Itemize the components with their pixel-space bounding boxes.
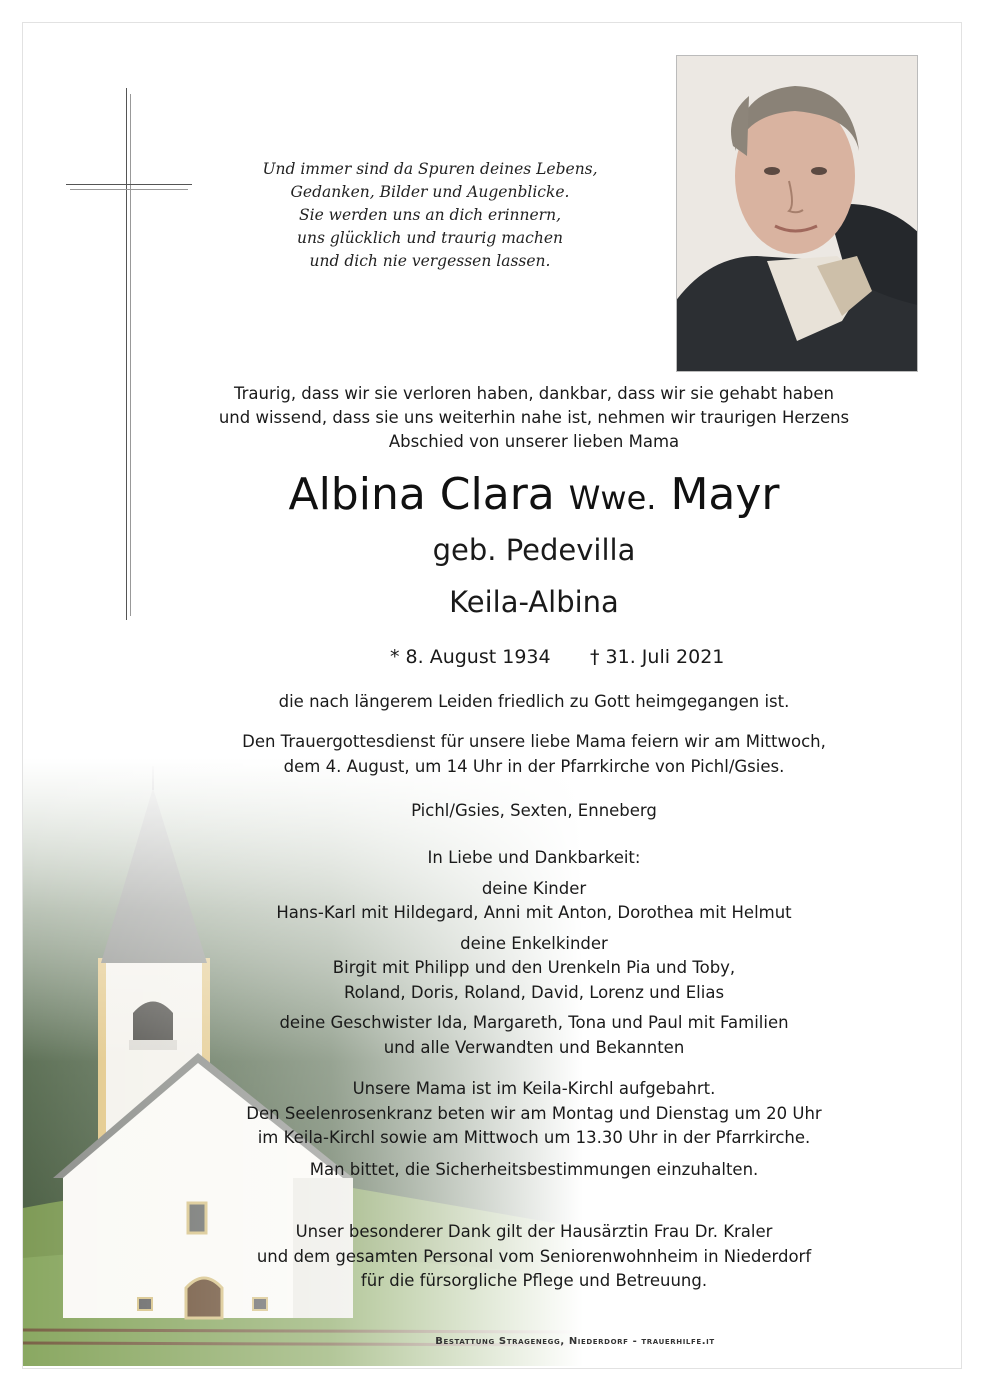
mourners-line: deine Geschwister Ida, Margareth, Tona und Paul mit Familien <box>279 1013 789 1032</box>
maiden-name: geb. Pedevilla <box>432 533 636 567</box>
intro-line: und wissend, dass sie uns weiterhin nahe ist, nehmen wir traurigen Herzens <box>218 408 850 427</box>
places-text <box>200 799 868 824</box>
thanks-text <box>200 1220 868 1294</box>
laid-out-line: im Keila-Kirchl sowie am Mittwoch um 13.30 Uhr in der Pfarrkirche. <box>257 1128 811 1147</box>
passing-line: die nach längerem Leiden friedlich zu Gott heimgegangen ist. <box>278 692 790 711</box>
thanks-line: für die fürsorgliche Pflege und Betreuung. <box>360 1271 708 1290</box>
passing-text <box>200 690 868 715</box>
thanks-line: und dem gesamten Personal vom Seniorenwohnheim in Niederdorf <box>256 1246 812 1266</box>
mourners-line: Roland, Doris, Roland, David, Lorenz und Elias <box>343 982 725 1002</box>
poem-line: und dich nie vergessen lassen. <box>309 252 551 270</box>
poem-line: Gedanken, Bilder und Augenblicke. <box>290 183 570 201</box>
poem-line: Sie werden uns an dich erinnern, <box>299 206 561 224</box>
first-names: Albina Clara <box>288 469 555 520</box>
intro-line: Traurig, dass wir sie verloren haben, dankbar, dass wir sie gehabt haben <box>233 384 835 403</box>
service-line: Den Trauergottesdienst für unsere liebe Mama feiern wir am Mittwoch, <box>242 732 826 751</box>
poem <box>250 158 610 273</box>
funeral-home-footer: Bestattung Stragenegg, Niederdorf - trauerhilfe.it <box>435 1336 715 1347</box>
portrait-photo <box>676 55 918 372</box>
safety-line: Man bittet, die Sicherheitsbestimmungen einzuhalten. <box>309 1160 759 1179</box>
mourners-list <box>200 846 868 1060</box>
nickname: Keila-Albina <box>449 585 619 619</box>
mourners-line: und alle Verwandten und Bekannten <box>383 1037 685 1057</box>
safety-text <box>200 1158 868 1183</box>
mourners-line: Birgit mit Philipp und den Urenkeln Pia und Toby, <box>332 958 736 977</box>
places-line: Pichl/Gsies, Sexten, Enneberg <box>411 801 657 820</box>
service-line: dem 4. August, um 14 Uhr in der Pfarrkirche von Pichl/Gsies. <box>283 756 785 776</box>
thanks-line: Unser besonderer Dank gilt der Hausärztin Frau Dr. Kraler <box>295 1222 773 1241</box>
poem-line: uns glücklich und traurig machen <box>297 229 563 247</box>
mourners-line: deine Kinder <box>481 878 587 898</box>
poem-line: Und immer sind da Spuren deines Lebens, <box>262 160 598 178</box>
deceased-name <box>200 466 868 527</box>
intro-line: Abschied von unserer lieben Mama <box>388 432 680 451</box>
life-dates <box>390 642 790 672</box>
intro-text <box>200 382 868 454</box>
birth-date: * 8. August 1934 <box>390 646 551 668</box>
laid-out-line: Unsere Mama ist im Keila-Kirchl aufgebahrt. <box>352 1079 716 1098</box>
mourners-line: Hans-Karl mit Hildegard, Anni mit Anton, Dorothea mit Helmut <box>276 903 792 922</box>
widow-prefix: Wwe. <box>568 479 657 517</box>
laid-out-line: Den Seelenrosenkranz beten wir am Montag und Dienstag um 20 Uhr <box>246 1103 822 1123</box>
laid-out-text <box>200 1077 868 1151</box>
surname: Mayr <box>670 469 780 520</box>
death-date: † 31. Juli 2021 <box>590 646 725 668</box>
mourners-line: deine Enkelkinder <box>460 933 608 953</box>
mourners-line: In Liebe und Dankbarkeit: <box>427 848 641 867</box>
service-text <box>200 730 868 779</box>
